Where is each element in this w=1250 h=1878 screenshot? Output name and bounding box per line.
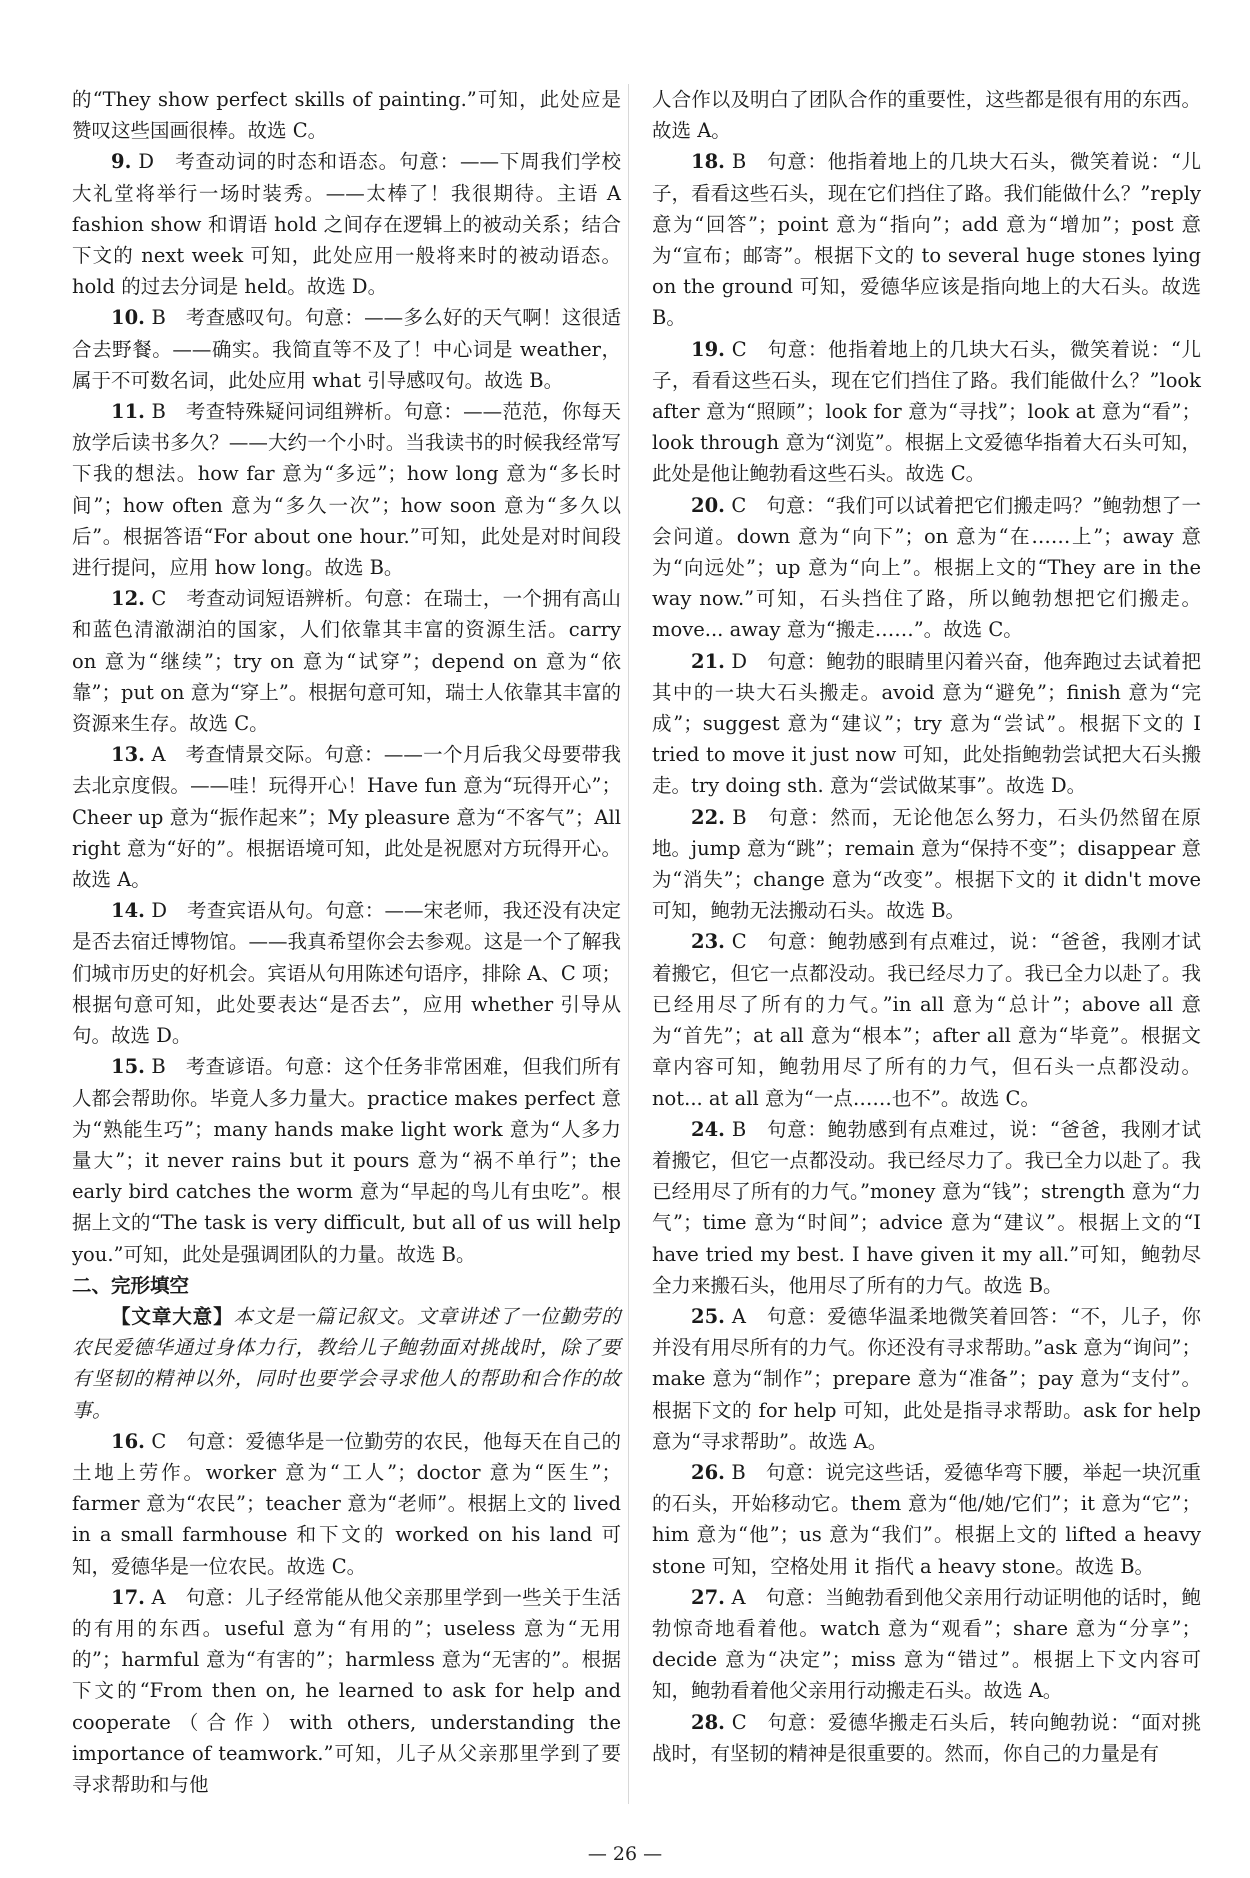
answer-item-27: [652, 1582, 1201, 1707]
answer-item-14: [72, 895, 621, 1051]
answer-item-13: [72, 739, 621, 895]
item-number: 12.: [111, 587, 145, 611]
answer-item-15: [72, 1051, 621, 1269]
item-number: 25.: [691, 1304, 725, 1328]
summary-tag: 【文章大意】: [111, 1304, 234, 1328]
summary-text: 本文是一篇记叙文。文章讲述了一位勤劳的农民爱德华通过身体力行，教给儿子鲍勃面对挑战时，除了要有坚韧的精神以外，同时也要学会寻求他人的帮助和合作的故事。: [72, 1304, 621, 1422]
answer-item-22: [652, 802, 1201, 927]
answer-item-17: [72, 1582, 621, 1800]
item-number: 26.: [691, 1460, 725, 1484]
item-number: 18.: [691, 150, 725, 174]
left-column: [72, 84, 621, 1800]
answer-item-24: [652, 1114, 1201, 1301]
item-number: 27.: [691, 1585, 725, 1609]
item-text: B 句意：说完这些话，爱德华弯下腰，举起一块沉重的石头，开始移动它。them 意为“他/她/它们”；it 意为“它”；him 意为“他”；us 意为“我们”。根据上文的 lifted a heavy stone 可知，空格处用 it 指代 a heavy stone。故选 B。: [652, 1460, 1201, 1578]
item-text: B 句意：然而，无论他怎么努力，石头仍然留在原地。jump 意为“跳”；remain 意为“保持不变”；disappear 意为“消失”；change 意为“改变”。根据下文的 it didn't move 可知，鲍勃无法搬动石头。故选 B。: [652, 805, 1201, 923]
item-number: 20.: [691, 493, 725, 517]
paragraph: 人合作以及明白了团队合作的重要性，这些都是很有用的东西。故选 A。: [652, 88, 1201, 143]
item-text: B 考查感叹句。句意：——多么好的天气啊！这很适合去野餐。——确实。我简直等不及了！中心词是 weather，属于不可数名词，此处应用 what 引导感叹句。故选 B。: [72, 306, 621, 392]
right-column: [652, 84, 1201, 1769]
answer-item-12: [72, 583, 621, 739]
item-number: 9.: [111, 150, 132, 174]
item-text: D 考查宾语从句。句意：——宋老师，我还没有决定是否去宿迁博物馆。——我真希望你会去参观。这是一个了解我们城市历史的好机会。宾语从句用陈述句语序，排除 A、C 项；根据句意可知，此处要表达“是否去”，应用 whether 引导从句。故选 D。: [72, 899, 621, 1048]
item-text: A 句意：儿子经常能从他父亲那里学到一些关于生活的有用的东西。useful 意为“有用的”；useless 意为“无用的”；harmful 意为“有害的”；harmless 意为“无害的”。根据下文的“From then on, he learned to ask for help and cooperate（合作）with others, understanding the importance of teamwork.”可知，儿子从父亲那里学到了要寻求帮助和与他: [72, 1585, 621, 1796]
item-number: 16.: [111, 1429, 145, 1453]
item-text: A 句意：当鲍勃看到他父亲用行动证明他的话时，鲍勃惊奇地看着他。watch 意为“观看”；share 意为“分享”；decide 意为“决定”；miss 意为“错过”。根据上下文内容可知，鲍勃看着他父亲用行动搬走石头。故选 A。: [652, 1585, 1201, 1703]
item-number: 23.: [691, 930, 725, 954]
item-text: B 句意：鲍勃感到有点难过，说：“爸爸，我刚才试着搬它，但它一点都没动。我已经尽力了。我已全力以赴了。我已经用尽了所有的力气。”money 意为“钱”；strength 意为“力气”；time 意为“时间”；advice 意为“建议”。根据上文的“I have tried my best. I have given it my all.”可知，鲍勃尽全力来搬石头，他用尽了所有的力气。故选 B。: [652, 1117, 1201, 1297]
item-text: C 句意：鲍勃感到有点难过，说：“爸爸，我刚才试着搬它，但它一点都没动。我已经尽力了。我已全力以赴了。我已经用尽了所有的力气。”in all 意为“总计”；above all 意为“首先”；at all 意为“根本”；after all 意为“毕竟”。根据文章内容可知，鲍勃用尽了所有的力气，但石头一点都没动。not... at all 意为“一点……也不”。故选 C。: [652, 930, 1201, 1110]
item-number: 24.: [691, 1117, 725, 1141]
section-heading-cloze: 二、完形填空: [72, 1273, 190, 1297]
answer-item-26: [652, 1457, 1201, 1582]
column-divider: [628, 84, 629, 1804]
answer-item-25: [652, 1301, 1201, 1457]
item-number: 28.: [691, 1710, 725, 1734]
item-number: 21.: [691, 649, 725, 673]
item-text: B 考查特殊疑问词组辨析。句意：——范范，你每天放学后读书多久？——大约一个小时。当我读书的时候我经常写下我的想法。how far 意为“多远”；how long 意为“多长时间”；how often 意为“多久一次”；how soon 意为“多久以后”。根据答语“For about one hour.”可知，此处是对时间段进行提问，应用 how long。故选 B。: [72, 400, 621, 580]
item-number: 17.: [111, 1585, 145, 1609]
page-number: — 26 —: [587, 1843, 663, 1865]
item-text: A 句意：爱德华温柔地微笑着回答：“不，儿子，你并没有用尽所有的力气。你还没有寻求帮助。”ask 意为“询问”；make 意为“制作”；prepare 意为“准备”；pay 意为“支付”。根据下文的 for help 可知，此处是指寻求帮助。ask for help 意为“寻求帮助”。故选 A。: [652, 1304, 1201, 1453]
item-text: C 句意：他指着地上的几块大石头，微笑着说：“儿子，看看这些石头，现在它们挡住了路。我们能做什么？”look after 意为“照顾”；look for 意为“寻找”；look at 意为“看”；look through 意为“浏览”。根据上文爱德华指着大石头可知，此处是他让鲍勃看这些石头。故选 C。: [652, 337, 1201, 486]
item-number: 14.: [111, 899, 145, 923]
item-text: C 考查动词短语辨析。句意：在瑞士，一个拥有高山和蓝色清澈湖泊的国家，人们依靠其丰富的资源生活。carry on 意为“继续”；try on 意为“试穿”；depend on 意为“依靠”；put on 意为“穿上”。根据句意可知，瑞士人依靠其丰富的资源来生存。故选 C。: [72, 587, 621, 736]
item-text: B 句意：他指着地上的几块大石头，微笑着说：“儿子，看看这些石头，现在它们挡住了路。我们能做什么？”reply 意为“回答”；point 意为“指向”；add 意为“增加”；post 意为“宣布；邮寄”。根据下文的 to several huge stones lying on the ground 可知，爱德华应该是指向地上的大石头。故选 B。: [652, 150, 1201, 330]
item-text: C 句意：“我们可以试着把它们搬走吗？”鲍勃想了一会问道。down 意为“向下”；on 意为“在……上”；away 意为“向远处”；up 意为“向上”。根据上文的“They are in the way now.”可知，石头挡住了路，所以鲍勃想把它们搬走。move... away 意为“搬走……”。故选 C。: [652, 493, 1201, 642]
item-number: 15.: [111, 1055, 145, 1079]
item-number: 13.: [111, 743, 145, 767]
item-text: D 考查动词的时态和语态。句意：——下周我们学校大礼堂将举行一场时装秀。——太棒了！我很期待。主语 A fashion show 和谓语 hold 之间存在逻辑上的被动关系；结合下文的 next week 可知，此处应用一般将来时的被动语态。hold 的过去分词是 held。故选 D。: [72, 150, 621, 299]
paragraph: 的“They show perfect skills of painting.”可知，此处应是赞叹这些国画很棒。故选 C。: [72, 88, 621, 143]
item-text: A 考查情景交际。句意：——一个月后我父母要带我去北京度假。——哇！玩得开心！Have fun 意为“玩得开心”；Cheer up 意为“振作起来”；My pleasure 意为“不客气”；All right 意为“好的”。根据语境可知，此处是祝愿对方玩得开心。故选 A。: [72, 743, 621, 892]
answer-item-16: [72, 1426, 621, 1582]
answer-item-20: [652, 490, 1201, 646]
answer-item-23: [652, 926, 1201, 1113]
item-number: 11.: [111, 400, 145, 424]
answer-item-18: [652, 146, 1201, 333]
answer-item-28: [652, 1707, 1201, 1769]
item-text: C 句意：爱德华是一位勤劳的农民，他每天在自己的土地上劳作。worker 意为“工人”；doctor 意为“医生”；farmer 意为“农民”；teacher 意为“老师”。根据上文的 lived in a small farmhouse 和下文的 worked on his land 可知，爱德华是一位农民。故选 C。: [72, 1429, 621, 1578]
answer-item-11: [72, 396, 621, 583]
item-text: C 句意：爱德华搬走石头后，转向鲍勃说：“面对挑战时，有坚韧的精神是很重要的。然而，你自己的力量是有: [652, 1710, 1201, 1765]
answer-item-21: [652, 646, 1201, 802]
item-text: D 句意：鲍勃的眼睛里闪着兴奋，他奔跑过去试着把其中的一块大石头搬走。avoid 意为“避免”；finish 意为“完成”；suggest 意为“建议”；try 意为“尝试”。根据下文的 I tried to move it just now 可知，此处指鲍勃尝试把大石头搬走。try doing sth. 意为“尝试做某事”。故选 D。: [652, 649, 1201, 798]
item-number: 10.: [111, 306, 145, 330]
item-number: 22.: [691, 805, 725, 829]
article-summary: [72, 1301, 621, 1426]
answer-item-9: [72, 146, 621, 302]
item-number: 19.: [691, 337, 725, 361]
answer-item-19: [652, 334, 1201, 490]
answer-item-10: [72, 302, 621, 396]
item-text: B 考查谚语。句意：这个任务非常困难，但我们所有人都会帮助你。毕竟人多力量大。practice makes perfect 意为“熟能生巧”；many hands make light work 意为“人多力量大”；it never rains but it pours 意为“祸不单行”；the early bird catches the worm 意为“早起的鸟儿有虫吃”。根据上文的“The task is very difficult, but all of us will help you.”可知，此处是强调团队的力量。故选 B。: [72, 1055, 621, 1266]
